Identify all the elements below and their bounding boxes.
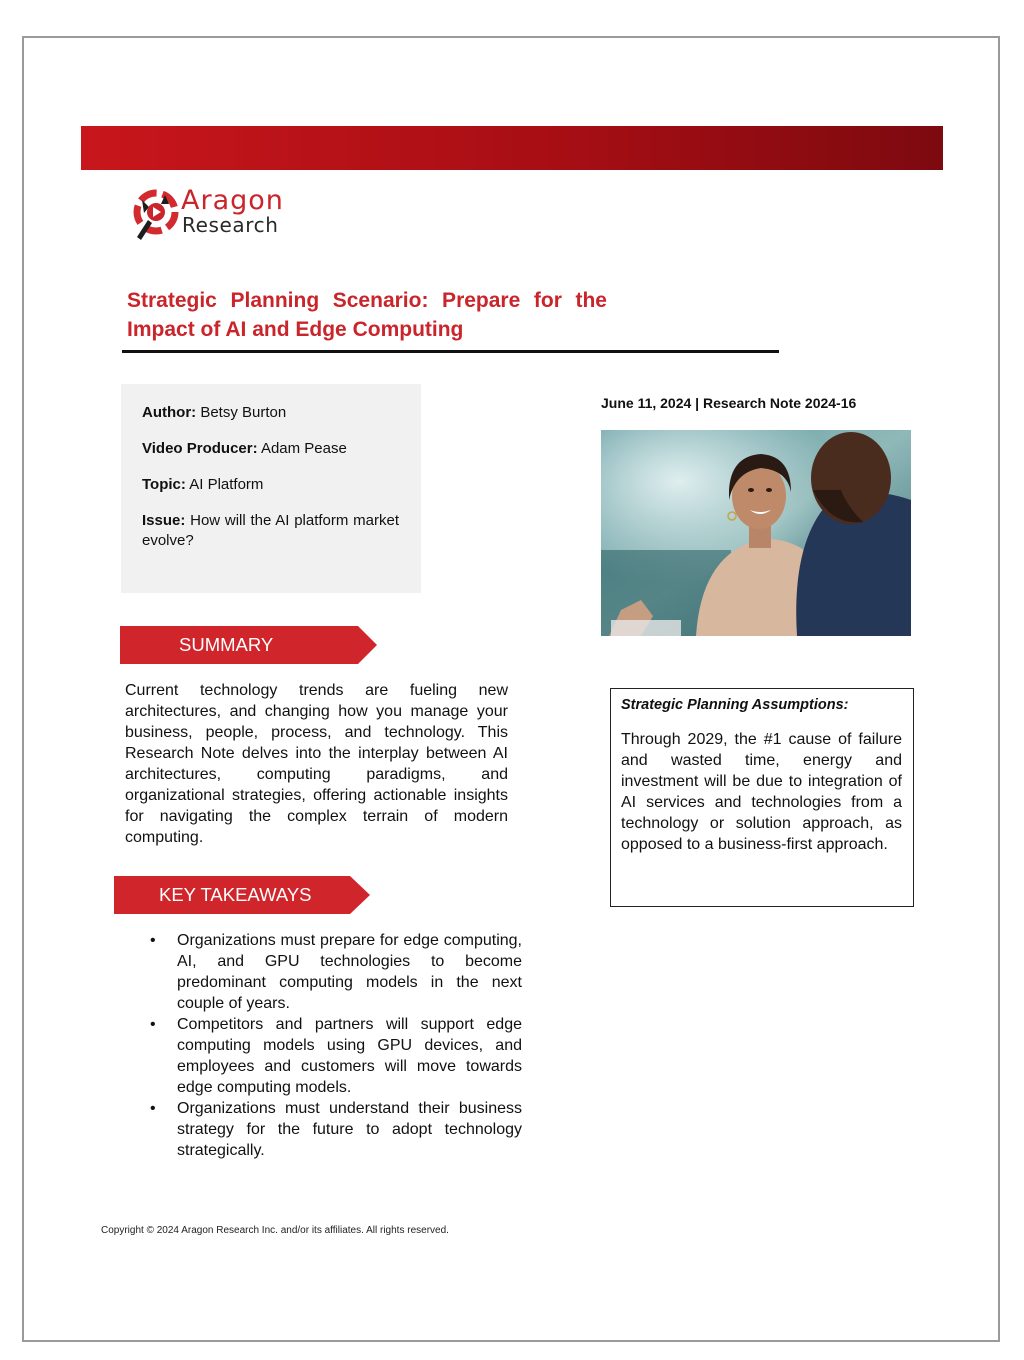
video-producer-value: Adam Pease: [260, 440, 347, 457]
aragon-logo: [133, 187, 333, 247]
list-item: • Organizations must prepare for edge computing, AI, and GPU technologies to become predominant computing models in the next couple of years.: [150, 930, 522, 1014]
key-takeaways-heading-banner: [114, 876, 370, 914]
title-underline: [122, 350, 779, 353]
copyright-notice: Copyright © 2024 Aragon Research Inc. and/or its affiliates. All rights reserved.: [101, 1225, 449, 1236]
topic-label: Topic:: [142, 476, 186, 493]
summary-heading-banner: [120, 626, 377, 664]
issue-label: Issue:: [142, 512, 186, 529]
date-and-note-number: June 11, 2024 | Research Note 2024-16: [601, 395, 857, 411]
key-takeaways-heading: KEY TAKEAWAYS: [159, 884, 312, 905]
list-item: • Organizations must understand their business strategy for the future to adopt technology strategically.: [150, 1098, 522, 1161]
business-meeting-photo: [601, 430, 911, 636]
list-item: • Competitors and partners will support edge computing models using GPU devices, and employees and customers will move towards edge computing models.: [150, 1014, 522, 1098]
aragon-logo-mark-icon: [133, 187, 179, 243]
header-red-banner: [81, 126, 943, 170]
strategic-planning-assumptions-box: [610, 688, 914, 907]
metadata-box: [121, 384, 421, 593]
author-label: Author:: [142, 404, 197, 421]
issue-value: How will the AI platform market evolve?: [142, 512, 399, 549]
summary-heading: SUMMARY: [179, 634, 274, 655]
author-row: [142, 403, 399, 423]
summary-paragraph: Current technology trends are fueling new architectures, and changing how you manage your business, people, process, and technology. This Research Note delves into the interplay between AI architectures, computing paradigms, and organizational strategies, offering actionable insights for navigating the complex terrain of modern computing.: [125, 682, 508, 846]
logo-text-aragon: Aragon: [181, 185, 284, 216]
topic-row: [142, 475, 399, 495]
issue-row: [142, 511, 399, 551]
video-producer-label: Video Producer:: [142, 440, 258, 457]
assumptions-text: Through 2029, the #1 cause of failure and wasted time, energy and investment will be due to integration of AI services and technologies from a technology or solution approach, as opposed to a business-first approach.: [621, 731, 902, 853]
assumptions-title: Strategic Planning Assumptions:: [621, 697, 849, 713]
key-takeaways-list: [150, 930, 522, 1161]
logo-text-research: Research: [182, 213, 279, 237]
video-producer-row: [142, 439, 399, 459]
author-value: Betsy Burton: [200, 404, 287, 421]
document-title: Strategic Planning Scenario: Prepare for the Impact of AI and Edge Computing: [127, 289, 607, 341]
topic-value: AI Platform: [189, 476, 264, 493]
